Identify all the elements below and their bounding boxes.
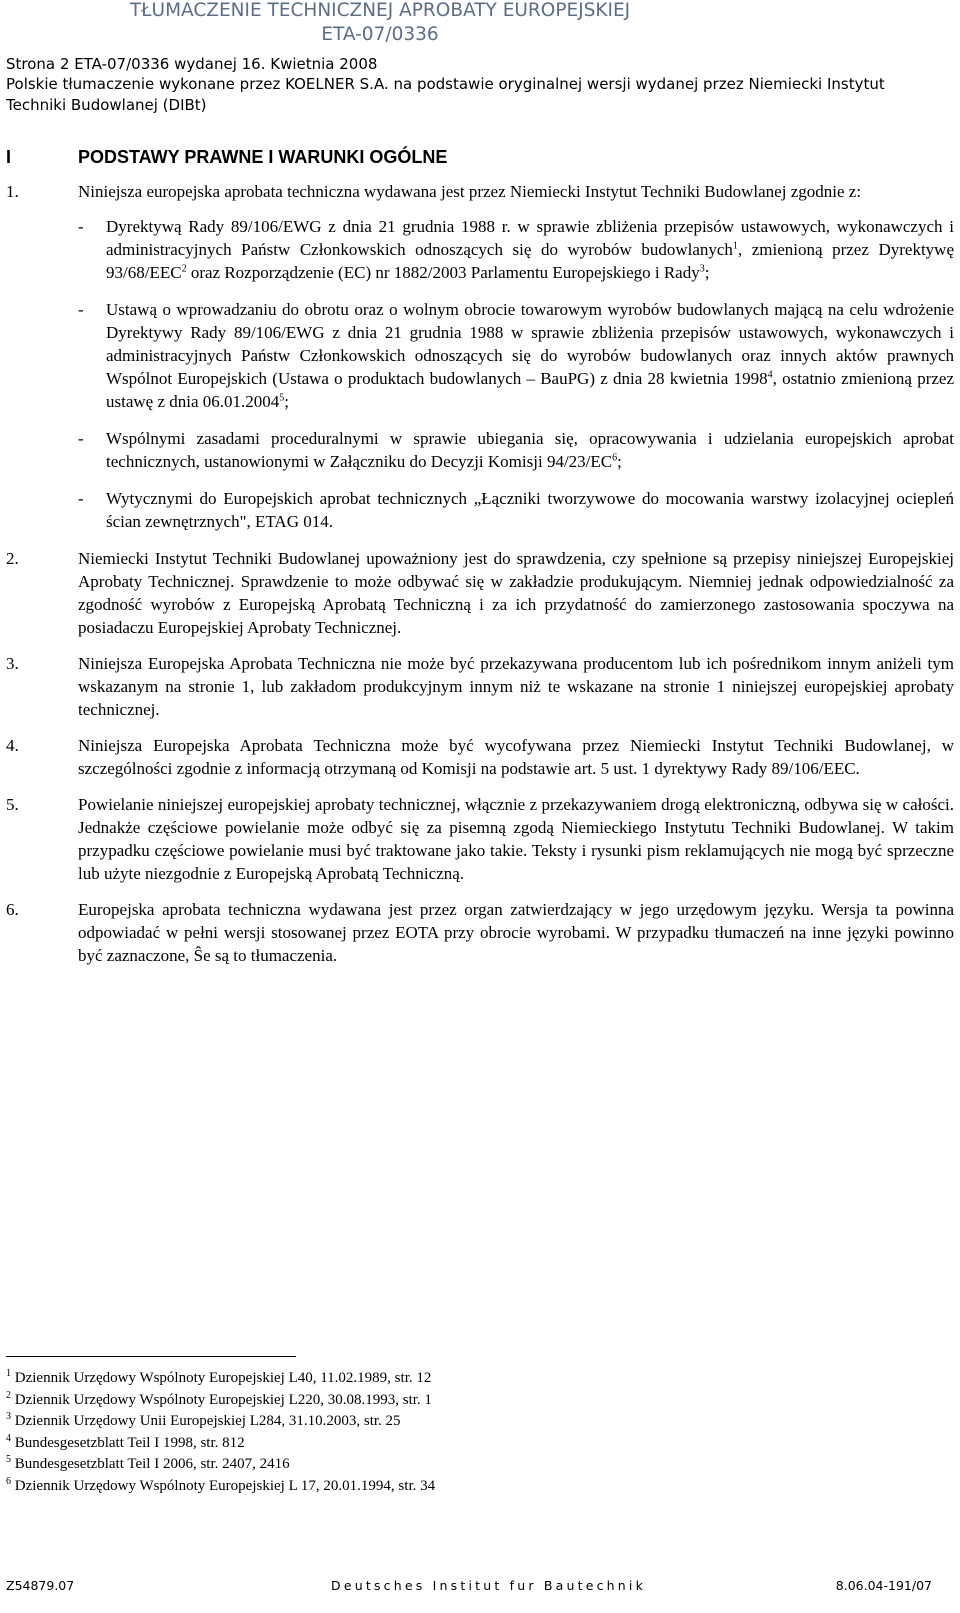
footnote-number: 5 xyxy=(6,1454,11,1466)
header-title: TŁUMACZENIE TECHNICZNEJ APROBATY EUROPEJSKIEJ xyxy=(129,0,631,21)
legal-basis-item xyxy=(78,427,954,473)
legal-basis-text: oraz Rozporządzenie (EC) nr 1882/2003 Parlamentu Europejskiego i Rady xyxy=(186,263,700,282)
footer-reference: Z54879.07 xyxy=(6,1578,75,1593)
numbered-paragraph xyxy=(6,547,954,639)
footnote-text: Dziennik Urzędowy Wspólnoty Europejskiej L220, 30.08.1993, str. 1 xyxy=(14,1391,432,1408)
paragraph-text: Powielanie niniejszej europejskiej aprobaty technicznej, włącznie z przekazywaniem drogą elektroniczną, odbywa się w całości. Jednakże częściowe powielanie może odbyć się za pisemną zgodą Niemieckiego Instytutu Techniki Budowlanej. W takim przypadku częściowe powielanie musi być traktowane jako takie. Teksty i rysunki pism reklamujących nie mogą być sprzeczne lub użyte niezgodnie z Europejską Aprobatą Techniczną. xyxy=(78,795,954,883)
paragraph-text: Niniejsza europejska aprobata techniczna wydawana jest przez Niemiecki Instytut Techniki Budowlanej zgodnie z: xyxy=(78,182,862,201)
legal-basis-text: ; xyxy=(704,263,710,282)
list-dash: - xyxy=(78,429,84,448)
footnote-number: 2 xyxy=(6,1389,11,1401)
footnotes xyxy=(6,1368,435,1498)
legal-basis-text: Ustawą o wprowadzaniu do obrotu oraz o wolnym obrocie towarowym wyrobów budowlanych mającą na celu wdrożenie Dyrektywy Rady 89/106/EWG z dnia 21 grudnia 1988 w sprawie zbliżenia przepisów ustawowych, wykonawczych i administracyjnych Państw Członkowskich odnoszących się do wyrobów budowlanych oraz innych aktów prawnych Wspólnot Europejskich (Ustawa o produktach budowlanych – BauPG) z dnia 28 kwietnia 1998 xyxy=(106,300,954,388)
header-page-info: Strona 2 ETA-07/0336 wydanej 16. Kwietnia 2008 xyxy=(6,55,378,73)
footnote-text: Dziennik Urzędowy Wspólnoty Europejskiej L40, 11.02.1989, str. 12 xyxy=(14,1370,432,1386)
numbered-paragraph xyxy=(6,898,954,967)
legal-basis-text: , zmienioną przez Dyrektywę 93/68/EEC xyxy=(106,240,954,282)
footnote-ref[interactable]: 3 xyxy=(699,263,705,275)
legal-basis-text: Wspólnymi zasadami proceduralnymi w sprawie ubiegania się, opracowywania i udzielania europejskich aprobat technicznych, ustanowionymi w Załączniku do Decyzji Komisji 94/23/EC xyxy=(106,429,954,471)
section-title: PODSTAWY PRAWNE I WARUNKI OGÓLNE xyxy=(78,147,448,167)
footnote-text: Bundesgesetzblatt Teil I 2006, str. 2407, 2416 xyxy=(14,1456,290,1473)
footnote xyxy=(6,1454,435,1476)
numbered-paragraph xyxy=(6,793,954,885)
footnote-separator xyxy=(6,1356,296,1357)
footnote-text: Dziennik Urzędowy Wspólnoty Europejskiej L 17, 20.01.1994, str. 34 xyxy=(14,1477,436,1494)
footnote-ref[interactable]: 2 xyxy=(181,263,187,275)
footnote-number: 6 xyxy=(6,1475,11,1487)
paragraph-number: 1. xyxy=(6,182,19,201)
footnote xyxy=(6,1476,435,1498)
footnote-number: 4 xyxy=(6,1432,11,1444)
footnote-ref[interactable]: 4 xyxy=(767,369,773,381)
legal-basis-text: Dyrektywą Rady 89/106/EWG z dnia 21 grudnia 1988 r. w sprawie zbliżenia przepisów ustawowych, wykonawczych i administracyjnych Państw Członkowskich odnoszących się do wyrobów budowlanych xyxy=(106,217,954,259)
legal-basis-text: Wytycznymi do Europejskich aprobat technicznych „Łączniki tworzywowe do mocowania warstwy izolacyjnej ociepleń ścian zewnętrznych", ETAG 014. xyxy=(106,489,954,531)
section-heading xyxy=(6,147,447,168)
footnote xyxy=(6,1411,435,1433)
numbered-paragraph xyxy=(6,180,954,533)
header-translation-note: Polskie tłumaczenie wykonane przez KOELNER S.A. na podstawie oryginalnej wersji wydanej przez Niemiecki Instytut xyxy=(6,75,885,93)
legal-basis-text: , ostatnio zmienioną przez ustawę z dnia 06.01.2004 xyxy=(106,369,954,411)
paragraph-number: 5. xyxy=(6,795,19,814)
numbered-paragraph xyxy=(6,652,954,721)
footnote xyxy=(6,1390,435,1412)
section-number: I xyxy=(6,147,12,167)
footnote xyxy=(6,1433,435,1455)
list-dash: - xyxy=(78,300,84,319)
legal-basis-text: ; xyxy=(284,392,290,411)
paragraph-number: 2. xyxy=(6,549,19,568)
footnote-ref[interactable]: 6 xyxy=(612,452,618,464)
footer-institute: Deutsches Institut fur Bautechnik xyxy=(331,1578,647,1593)
footnote-number: 3 xyxy=(6,1411,11,1423)
list-dash: - xyxy=(78,217,84,236)
document-body xyxy=(6,180,954,980)
legal-basis-item xyxy=(78,487,954,533)
paragraph-number: 4. xyxy=(6,736,19,755)
paragraph-text: Niniejsza Europejska Aprobata Techniczna może być wycofywana przez Niemiecki Instytut Techniki Budowlanej, w szczególności zgodnie z informacją otrzymaną od Komisji na podstawie art. 5 ust. 1 dyrektywy Rady 89/106/EEC. xyxy=(78,736,954,778)
legal-basis-text: ; xyxy=(617,452,622,471)
footnote-ref[interactable]: 5 xyxy=(279,392,285,404)
footnote-ref[interactable]: 1 xyxy=(732,240,738,252)
footnote-number: 1 xyxy=(6,1368,11,1379)
footnote-text: Dziennik Urzędowy Unii Europejskiej L284, 31.10.2003, str. 25 xyxy=(14,1413,401,1430)
paragraph-text: Niniejsza Europejska Aprobata Techniczna nie może być przekazywana producentom lub ich pośrednikom innym aniżeli tym wskazanym na stronie 1, lub zakładom produkcyjnym innym niż te wskazane na stronie 1 niniejszej europejskiej aprobaty technicznej. xyxy=(78,654,954,719)
paragraph-text: Europejska aprobata techniczna wydawana jest przez organ zatwierdzający w jego urzędowym języku. Wersja ta powinna odpowiadać w pełni wersji stosowanej przez EOTA przy obrocie wyrobami. W przypadku tłumaczeń na inne języki powinno być zaznaczone, Ŝe są to tłumaczenia. xyxy=(78,900,954,965)
numbered-paragraph xyxy=(6,734,954,780)
list-dash: - xyxy=(78,489,84,508)
footnote xyxy=(6,1368,435,1390)
paragraph-number: 3. xyxy=(6,654,19,673)
paragraph-text: Niemiecki Instytut Techniki Budowlanej upoważniony jest do sprawdzenia, czy spełnione są przepisy niniejszej Europejskiej Aprobaty Technicznej. Sprawdzenie to może odbywać się w zakładzie produkującym. Niemniej jednak odpowiedzialność za zgodność wyrobów z Europejską Aprobatą Techniczną i za ich przydatność do zamierzonego zastosowania spoczywa na posiadaczu Europejskiej Aprobaty Technicznej. xyxy=(78,549,954,637)
legal-basis-item xyxy=(78,215,954,284)
footnote-text: Bundesgesetzblatt Teil I 1998, str. 812 xyxy=(14,1434,245,1451)
legal-basis-item xyxy=(78,298,954,413)
header-document-number: ETA-07/0336 xyxy=(321,24,439,45)
header-translation-note-cont: Techniki Budowlanej (DIBt) xyxy=(6,96,207,114)
paragraph-number: 6. xyxy=(6,900,19,919)
footer-document-code: 8.06.04-191/07 xyxy=(835,1578,932,1593)
